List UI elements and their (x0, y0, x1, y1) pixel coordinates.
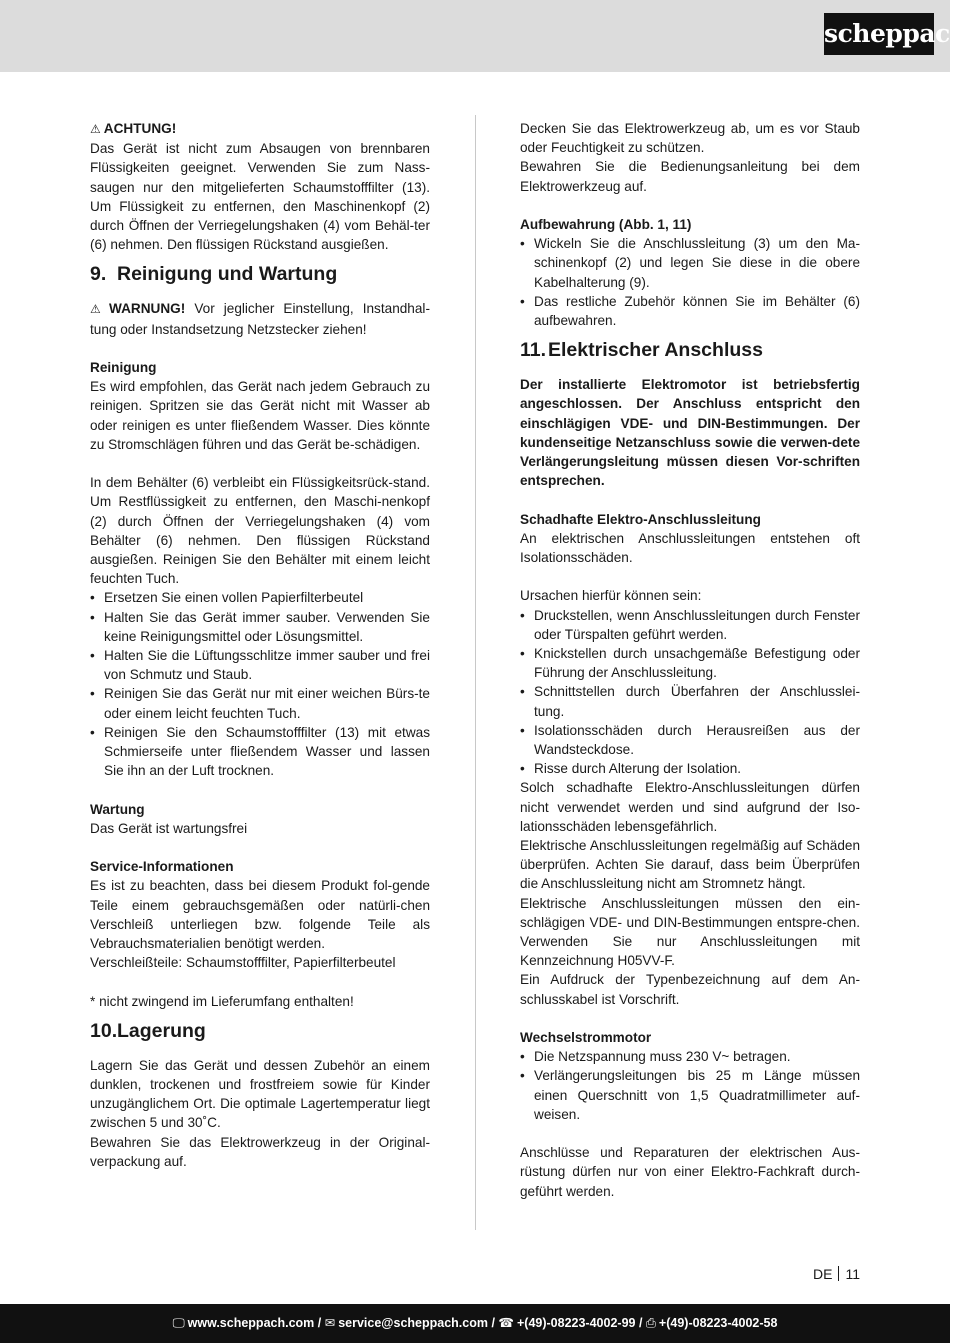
service-title: Service-Informationen (90, 859, 234, 875)
list-item: • Reinigen Sie das Gerät nur mit einer weichen Bürs-te oder einem leicht feuchten Tuch. (90, 684, 430, 722)
header-bar (0, 0, 967, 72)
footer-website[interactable]: www.scheppach.com / (187, 1316, 322, 1330)
warning-triangle-icon: ⚠ (90, 302, 107, 317)
lagerung-paragraph-4: Bewahren Sie die Bedienungsanleitung bei dem Elektrowerkzeug auf. (520, 159, 860, 194)
section-heading-10 (90, 1011, 430, 1056)
warnung-text: Vor jeglicher Einstellung, Instandhal-tung oder Instandsetzung Netzstecker ziehen! (90, 301, 430, 337)
reinigung-title: Reinigung (90, 360, 157, 376)
warnung-label: WARNUNG! (109, 301, 186, 317)
footer-bar (0, 1304, 950, 1343)
ursachen-list (520, 606, 860, 779)
left-column (90, 119, 430, 1171)
aufbewahrung-list (520, 234, 860, 330)
schadhafte-text: An elektrischen Anschlussleitungen entstehen oft Isolationsschäden. (520, 530, 860, 566)
wechselstrom-title: Wechselstrommotor (520, 1030, 652, 1046)
list-item: • Ersetzen Sie einen vollen Papierfilterbeutel (90, 588, 430, 607)
email-icon: ✉ (324, 1316, 336, 1330)
list-item: • Risse durch Alterung der Isolation. (520, 759, 860, 778)
brand-logo: scheppach (824, 13, 934, 55)
service-text: Es ist zu beachten, dass bei diesem Produkt fol-gende Teile einem gebrauchsgemäßen oder natürli-chen Verschleiß unterliegen bzw. folgende Teile als Vebrauchsmaterialien benötigt werden. (90, 878, 430, 952)
page-number (813, 1264, 860, 1284)
schadhafte-paragraph-2: Solch schadhafte Elektro-Anschlussleitungen dürfen nicht verwendet werden und sind aufgrund der Iso-lationsschäden lebensgefährlich. (520, 780, 860, 834)
footer-phone: +(49)-08223-4002-99 / (516, 1316, 643, 1330)
reinigung-paragraph-1: Es wird empfohlen, das Gerät nach jedem Gebrauch zu reinigen. Spritzen sie das Gerät nicht mit Wasser ab oder reinigen es unter fließendem Wasser. Dies könnte zu Stromschlägen führen und das Gerät be-schädigen. (90, 379, 430, 452)
list-item: • Das restliche Zubehör können Sie im Behälter (6) aufbewahren. (520, 292, 860, 330)
footnote: * nicht zwingend im Lieferumfang enthalten! (90, 993, 354, 1009)
list-item: • Die Netzspannung muss 230 V~ betragen. (520, 1047, 860, 1066)
schadhafte-paragraph-5: Ein Aufdruck der Typenbezeichnung auf dem An-schlusskabel ist Vorschrift. (520, 972, 860, 1007)
wechselstrom-list (520, 1047, 860, 1124)
list-item: • Knickstellen durch unsachgemäße Befestigung oder Führung der Anschlussleitung. (520, 644, 860, 682)
lagerung-paragraph-1: Lagern Sie das Gerät und dessen Zubehör an einem dunklen, trockenen und frostfreiem sowie für Kinder unzugänglichem Ort. Die optimale Lagertemperatur liegt zwischen 5 und 30˚C. (90, 1057, 430, 1131)
achtung-notice (90, 119, 430, 254)
footer-email[interactable]: service@scheppach.com / (338, 1316, 495, 1330)
verschleiss-text: Verschleißteile: Schaumstofffilter, Papierfilterbeutel (90, 955, 396, 971)
list-item: • Halten Sie die Lüftungsschlitze immer sauber und frei von Schmutz und Staub. (90, 646, 430, 684)
column-divider (475, 115, 476, 1230)
section-number: 11. (520, 339, 547, 362)
schadhafte-title: Schadhafte Elektro-Anschlussleitung (520, 511, 761, 527)
schadhafte-paragraph-3: Elektrische Anschlussleitungen regelmäßig auf Schäden überprüfen. Achten Sie darauf, dass beim Überprüfen die Anschlussleitung nicht am Stromnetz hängt. (520, 838, 860, 892)
section-number: 10. (90, 1019, 118, 1042)
section-heading-11 (520, 330, 860, 375)
achtung-text: Das Gerät ist nicht zum Absaugen von brennbaren Flüssigkeiten geeignet. Verwenden Sie zum Nass-saugen nur den mitgelieferten Schaumstofffilter (13). Um Flüssigkeit zu entfernen, den Maschinenkopf (2) durch Öffnen der Verriegelungshaken (4) vom Behäl-ter (6) nehmen. Den flüssigen Rückstand ausgießen. (90, 141, 430, 253)
list-item: • Isolationsschäden durch Herausreißen aus der Wandsteckdose. (520, 721, 860, 759)
wartung-text: Das Gerät ist wartungsfrei (90, 820, 248, 836)
ursachen-intro: Ursachen hierfür können sein: (520, 588, 702, 604)
right-column (520, 119, 860, 1201)
list-item: • Verlängerungsleitungen bis 25 m Länge müssen einen Querschnitt von 1,5 Quadratmillimeter auf-weisen. (520, 1066, 860, 1124)
section-title: Elektrischer Anschluss (548, 339, 763, 362)
section-title: Lagerung (117, 1019, 206, 1042)
section-title: Reinigung und Wartung (117, 263, 338, 286)
page-language: DE (813, 1266, 833, 1282)
list-item: • Halten Sie das Gerät immer sauber. Verwenden Sie keine Reinigungsmittel oder Lösungsmittel. (90, 608, 430, 646)
lagerung-paragraph-2: Bewahren Sie das Elektrowerkzeug in der Original-verpackung auf. (90, 1134, 430, 1169)
section-heading-9 (90, 254, 430, 299)
schadhafte-paragraph-4: Elektrische Anschlussleitungen müssen den ein-schlägigen VDE- und DIN-Bestimmungen entspre-chen. Verwenden Sie nur Anschlussleitungen mit Kennzeichnung H05VV-F. (520, 895, 860, 969)
final-paragraph: Anschlüsse und Reparaturen der elektrischen Aus-rüstung dürfen nur von einer Elektro-Fachkraft durch-geführt werden. (520, 1145, 860, 1199)
aufbewahrung-title: Aufbewahrung (Abb. 1, 11) (520, 217, 692, 232)
list-item: • Reinigen Sie den Schaumstofffilter (13) mit etwas Schmierseife unter fließendem Wasser und lassen Sie ihn an der Luft trocknen. (90, 723, 430, 781)
list-item: • Druckstellen, wenn Anschlussleitungen durch Fenster oder Türspalten geführt werden. (520, 606, 860, 644)
reinigung-list (90, 588, 430, 780)
footer-fax: +(49)-08223-4002-58 (658, 1316, 778, 1330)
monitor-icon: 🖵 (172, 1316, 185, 1330)
reinigung-paragraph-2: In dem Behälter (6) verbleibt ein Flüssigkeitsrück-stand. Um Restflüssigkeit zu entfernen, den Maschi-nenkopf (2) durch Öffnen der Verriegelungshaken (4) vom Behälter (6) nehmen. Den flüssigen Rückstand ausgießen. Reinigen Sie den Behälter mit einem leicht feuchten Tuch. (90, 475, 430, 587)
list-item: • Wickeln Sie die Anschlussleitung (3) um den Ma-schinenkopf (2) und legen Sie diese in die obere Kabelhalterung (9). (520, 234, 860, 292)
phone-icon: ☎ (498, 1316, 514, 1330)
warning-triangle-icon: ⚠ (90, 122, 101, 136)
achtung-label: ACHTUNG! (103, 121, 177, 136)
anschluss-intro: Der installierte Elektromotor ist betriebsfertig angeschlossen. Der Anschluss entspricht den einschlägigen VDE- und DIN-Bestimmungen. Der kundenseitige Netzanschluss sowie die verwen-dete Verlängerungsleitung müssen diesen Vor-schriften entsprechen. (520, 377, 860, 489)
lagerung-paragraph-3: Decken Sie das Elektrowerkzeug ab, um es vor Staub oder Feuchtigkeit zu schützen. (520, 121, 860, 156)
section-number: 9. (90, 263, 107, 286)
fax-icon: ⎙ (645, 1316, 656, 1330)
list-item: • Schnittstellen durch Überfahren der Anschlusslei-tung. (520, 682, 860, 720)
wartung-title: Wartung (90, 801, 145, 817)
warnung-notice (90, 299, 430, 338)
page-number-value: 11 (845, 1266, 860, 1282)
